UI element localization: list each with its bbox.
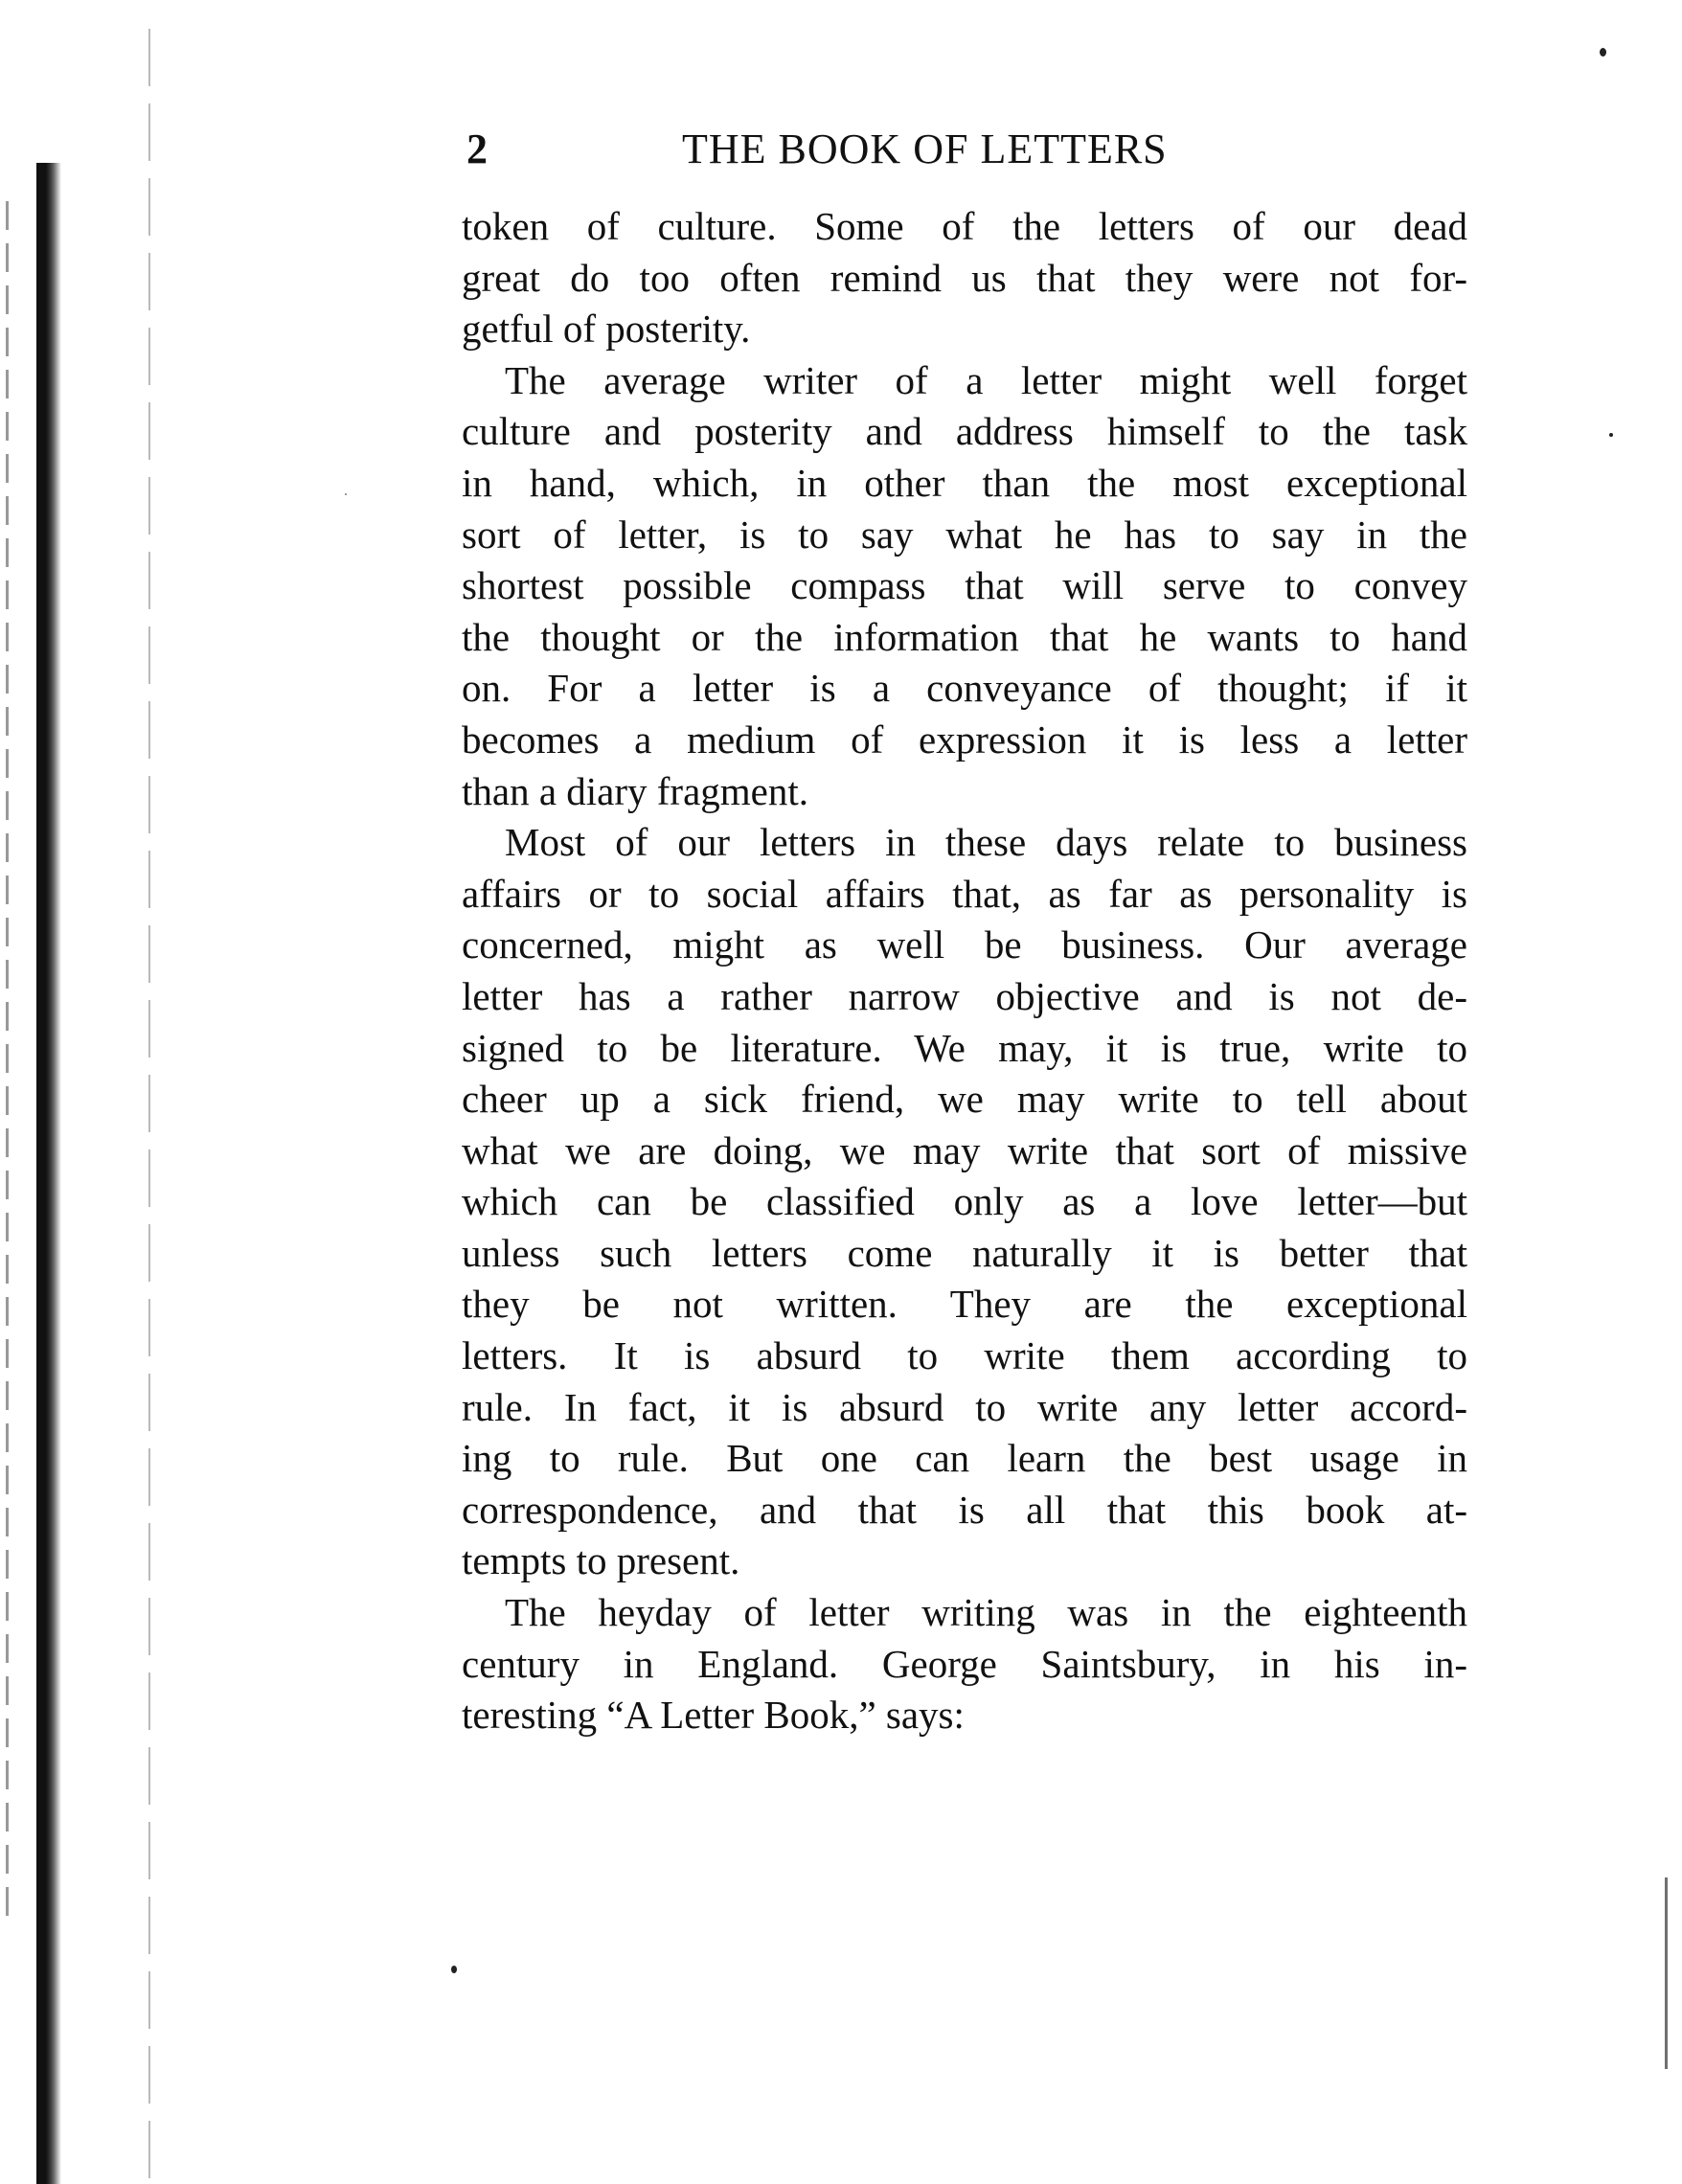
- ink-speck: [451, 1966, 457, 1973]
- text-line: getful of posterity.: [462, 307, 751, 352]
- paragraph: [462, 817, 1467, 1587]
- text-line: Most of our letters in these days relate to business: [505, 820, 1467, 865]
- page-number: 2: [466, 125, 488, 172]
- text-line: token of culture. Some of the letters of our dead: [462, 204, 1467, 248]
- text-line: concerned, might as well be business. Our average: [462, 922, 1467, 967]
- text-line: teresting “A Letter Book,” says:: [462, 1693, 965, 1738]
- text-line: The heyday of letter writing was in the eighteenth: [505, 1590, 1467, 1635]
- paragraph: [462, 355, 1467, 817]
- text-line: what we are doing, we may write that sort of missive: [462, 1127, 1467, 1172]
- text-line: becomes a medium of expression it is less a letter: [462, 717, 1467, 762]
- text-line: The average writer of a letter might well forget: [505, 357, 1467, 402]
- text-line: sort of letter, is to say what he has to say in the: [462, 512, 1467, 557]
- running-title: THE BOOK OF LETTERS: [682, 125, 1168, 172]
- text-line: than a diary fragment.: [462, 768, 809, 813]
- text-line: they be not written. They are the exceptional: [462, 1282, 1467, 1327]
- text-line: great do too often remind us that they were not for-: [462, 255, 1467, 300]
- text-line: culture and posterity and address himself to the task: [462, 409, 1467, 454]
- text-line: on. For a letter is a conveyance of thought; if it: [462, 666, 1467, 711]
- scan-edge-mark: [6, 201, 9, 1925]
- text-line: which can be classified only as a love letter—but: [462, 1179, 1467, 1224]
- text-line: in hand, which, in other than the most exceptional: [462, 460, 1467, 505]
- text-line: unless such letters come naturally it is better that: [462, 1230, 1467, 1275]
- text-line: rule. In fact, it is absurd to write any letter accord-: [462, 1384, 1467, 1429]
- paragraph: [462, 1587, 1467, 1741]
- binding-shadow: [36, 163, 61, 2184]
- ink-speck: [1609, 433, 1613, 437]
- text-line: ing to rule. But one can learn the best usage in: [462, 1436, 1467, 1481]
- text-line: signed to be literature. We may, it is true, write to: [462, 1025, 1467, 1070]
- text-line: the thought or the information that he wants to hand: [462, 614, 1467, 659]
- text-line: affairs or to social affairs that, as far as personality is: [462, 871, 1467, 916]
- text-line: shortest possible compass that will serve to convey: [462, 563, 1467, 608]
- text-line: letter has a rather narrow objective and is not de-: [462, 973, 1467, 1018]
- right-page-edge: [1665, 1877, 1668, 2069]
- text-line: cheer up a sick friend, we may write to tell about: [462, 1077, 1467, 1122]
- page-crease: [148, 29, 150, 2184]
- text-line: tempts to present.: [462, 1538, 740, 1583]
- body-text: [462, 201, 1467, 1741]
- text-line: century in England. George Saintsbury, in his in-: [462, 1641, 1467, 1686]
- text-line: correspondence, and that is all that this book at-: [462, 1487, 1467, 1532]
- ink-speck: [345, 493, 347, 495]
- text-line: letters. It is absurd to write them according to: [462, 1333, 1467, 1378]
- ink-speck: [1600, 48, 1606, 57]
- paragraph: [462, 201, 1467, 355]
